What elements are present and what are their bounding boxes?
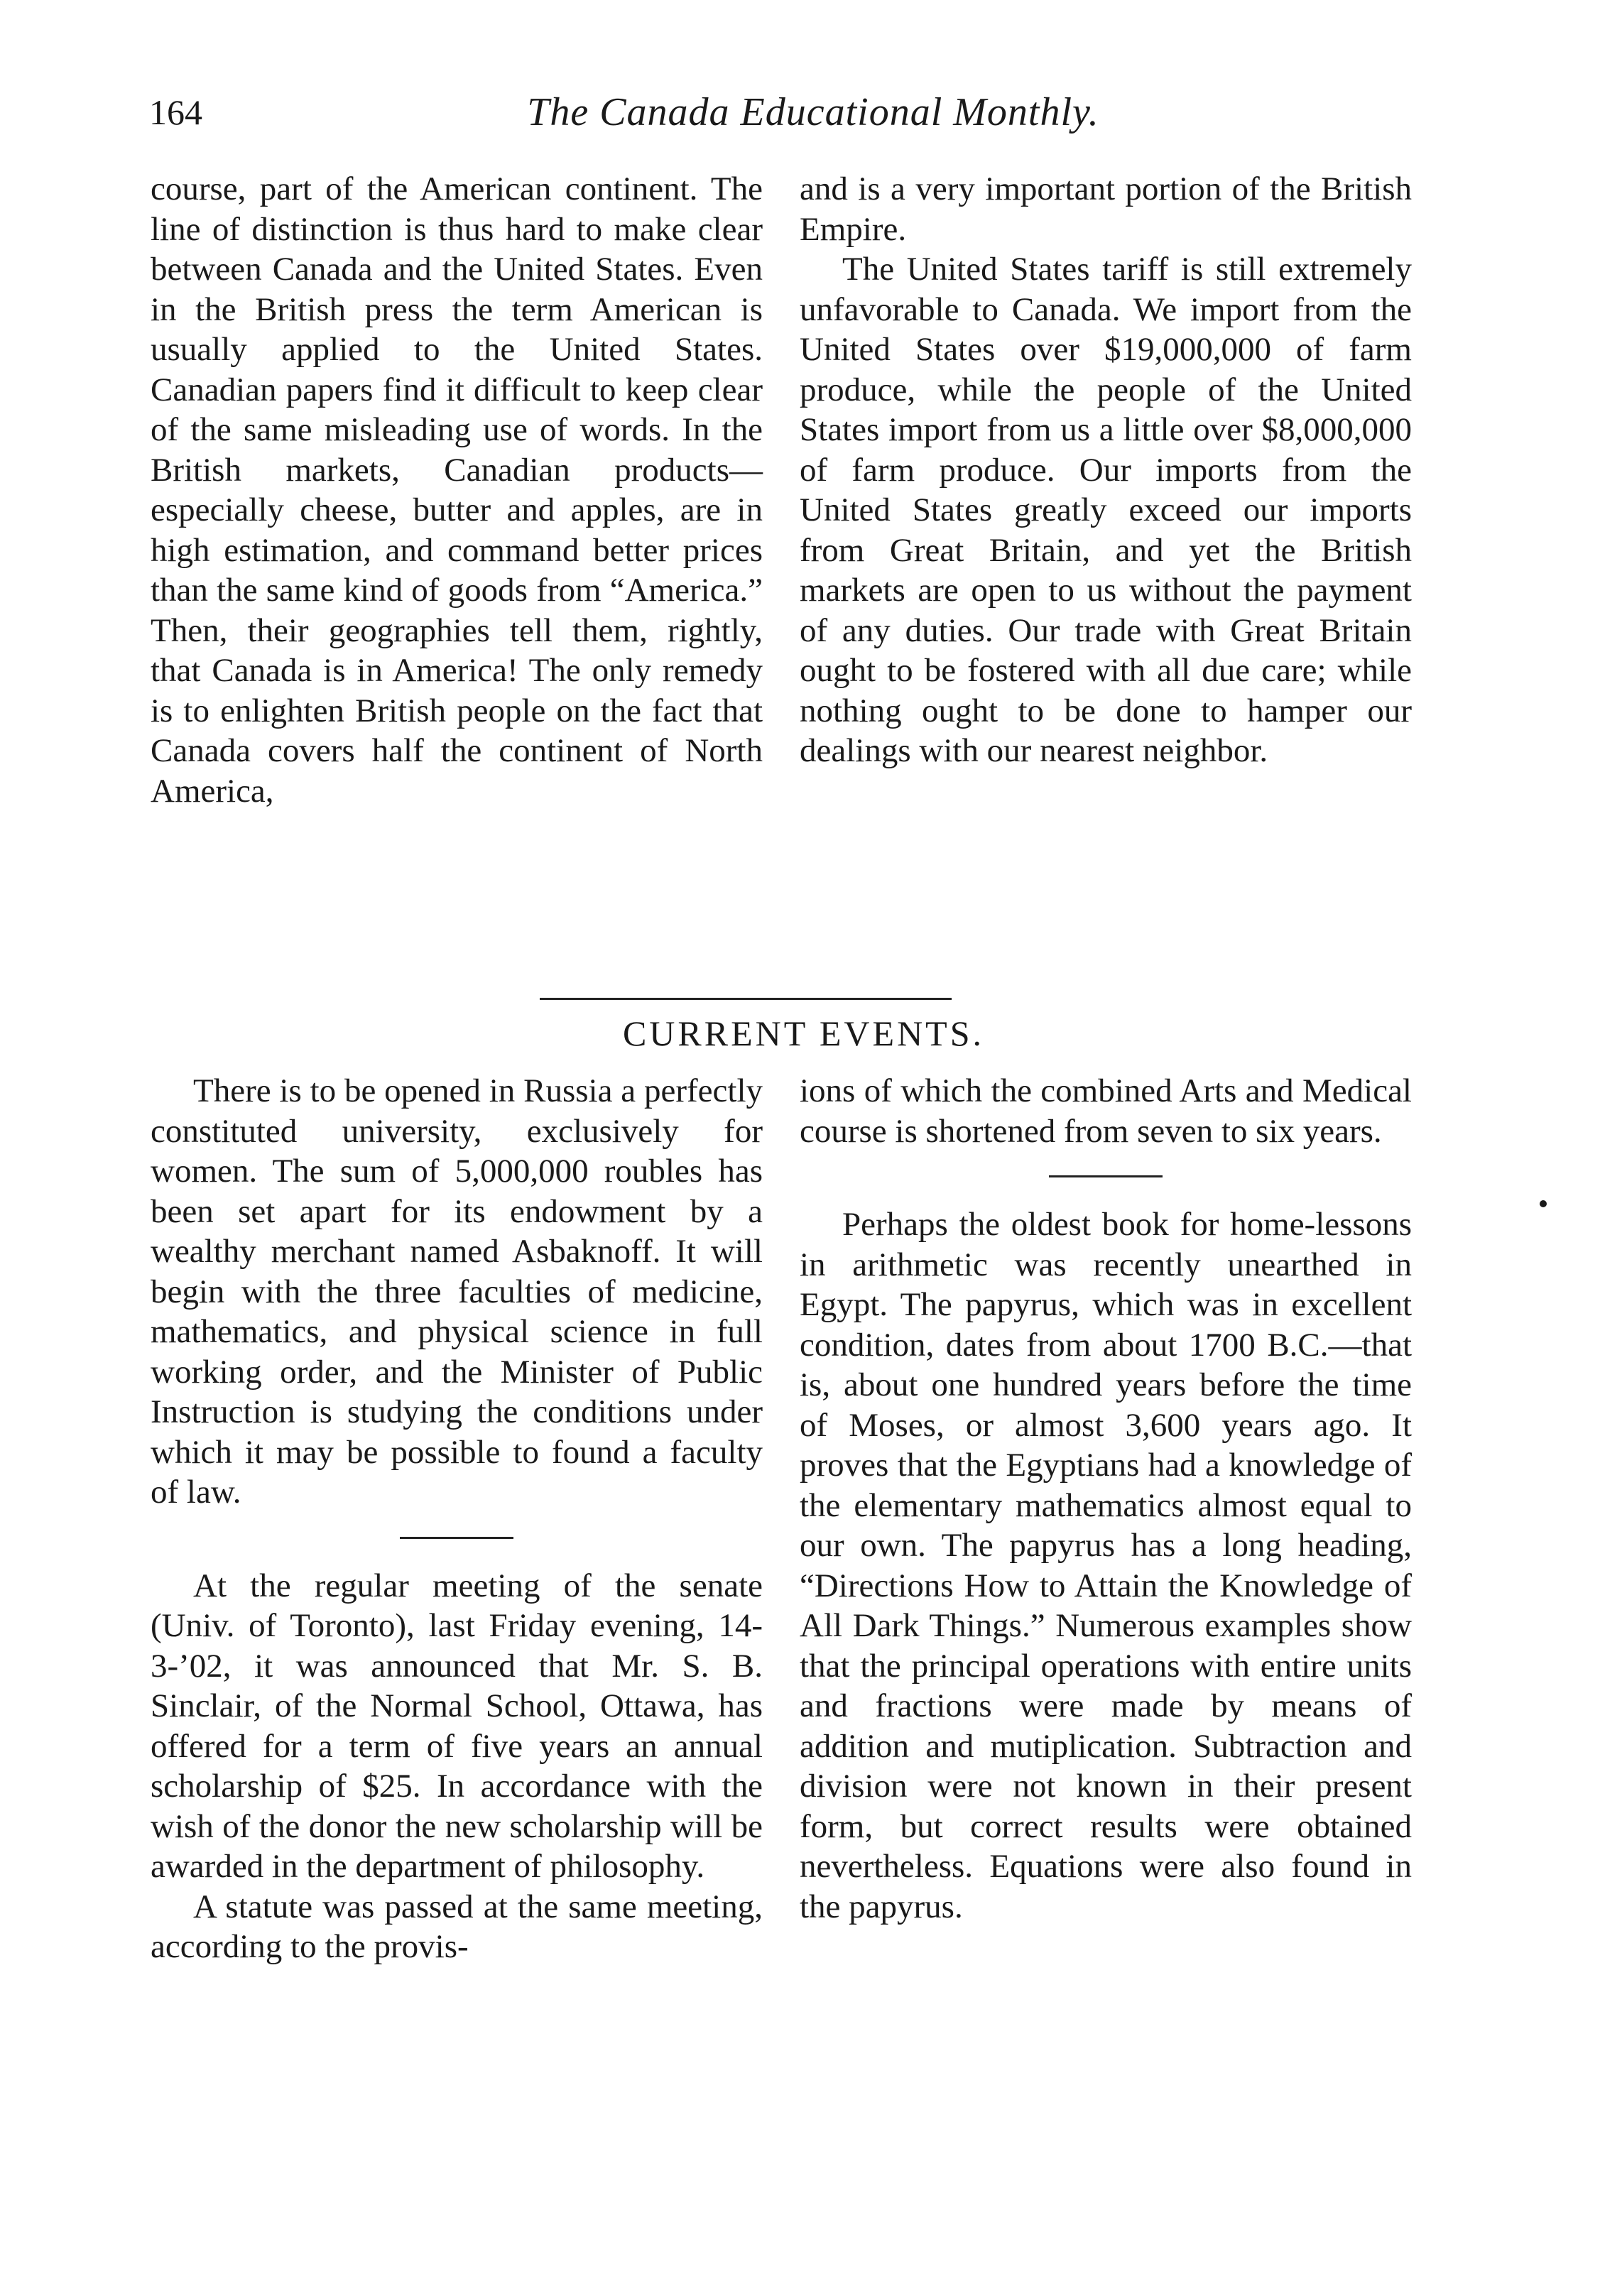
paragraph-british-empire: and is a very important portion of the British Empire. — [800, 170, 1412, 248]
section-divider — [540, 998, 952, 1000]
article-divider — [400, 1537, 513, 1539]
bottom-left-column — [151, 1071, 763, 1967]
article-statute-end: ions of which the combined Arts and Medical course is shortened from seven to six years. — [800, 1072, 1412, 1150]
paragraph-canada-continent: course, part of the American continent. The line of distinction is thus hard to make clear between Canada and the United States. Even in the British press the term American is usually applied to the United States. Canadian papers find it difficult to keep clear of the same misleading use of words. In the British markets, Canadian products—especially cheese, butter and apples, are in high estimation, and command better prices than the same kind of goods from “America.” Then, their geographies tell them, rightly, that Canada is in America! The only remedy is to enlighten British people on the fact that Canada covers half the continent of North America, — [151, 170, 763, 810]
journal-title: The Canada Educational Monthly. — [527, 90, 1099, 134]
top-right-column — [800, 169, 1412, 771]
ink-dot — [1540, 1200, 1547, 1207]
top-left-column — [151, 169, 763, 811]
article-statute-start: A statute was passed at the same meeting, according to the provis- — [151, 1888, 763, 1965]
article-arithmetic-book: Perhaps the oldest book for home-lessons in arithmetic was recently unearthed in Egypt. The papyrus, which was in excellent condition, dates from about 1700 B.C.—that is, about one hundred years before the time of Moses, or almost 3,600 years ago. It proves that the Egyptians had a knowledge of the elementary mathematics almost equal to our own. The papyrus has a long heading, “Directions How to Attain the Knowledge of All Dark Things.” Numerous examples show that the principal operations with entire units and fractions were made by means of addition and mutiplication. Subtraction and division were not known in their present form, but correct results were obtained nevertheless. Equations were also found in the papyrus. — [800, 1206, 1412, 1925]
running-head — [149, 84, 1427, 141]
article-senate-meeting: At the regular meeting of the senate (Univ. of Toronto), last Friday evening, 14-3-’02, it was announced that Mr. S. B. Sinclair, of the Normal School, Ottawa, has offered for a term of five years an annual scholarship of $25. In accordance with the wish of the donor the new scholarship will be awarded in the department of philosophy. — [151, 1567, 763, 1885]
paragraph-tariff: The United States tariff is still extremely unfavorable to Canada. We import from the United States over $19,000,000 of farm produce, while the people of the United States import from us a little over $8,000,000 of farm produce. Our imports from the United States greatly exceed our imports from Great Britain, and yet the British markets are open to us without the payment of any duties. Our trade with Great Britain ought to be fostered with all due care; while nothing ought to be done to hamper our dealings with our nearest neighbor. — [800, 251, 1412, 769]
bottom-right-column — [800, 1071, 1412, 1927]
page-number: 164 — [149, 92, 202, 132]
article-russia-university: There is to be opened in Russia a perfectly constituted university, exclusively for women. The sum of 5,000,000 roubles has been set apart for its endowment by a wealthy merchant named Asbaknoff. It will begin with the three faculties of medicine, mathematics, and physical science in full working order, and the Minister of Public Instruction is studying the conditions under which it may be possible to found a faculty of law. — [151, 1072, 763, 1511]
article-divider — [1049, 1175, 1163, 1177]
section-heading: CURRENT EVENTS. — [622, 1013, 985, 1053]
